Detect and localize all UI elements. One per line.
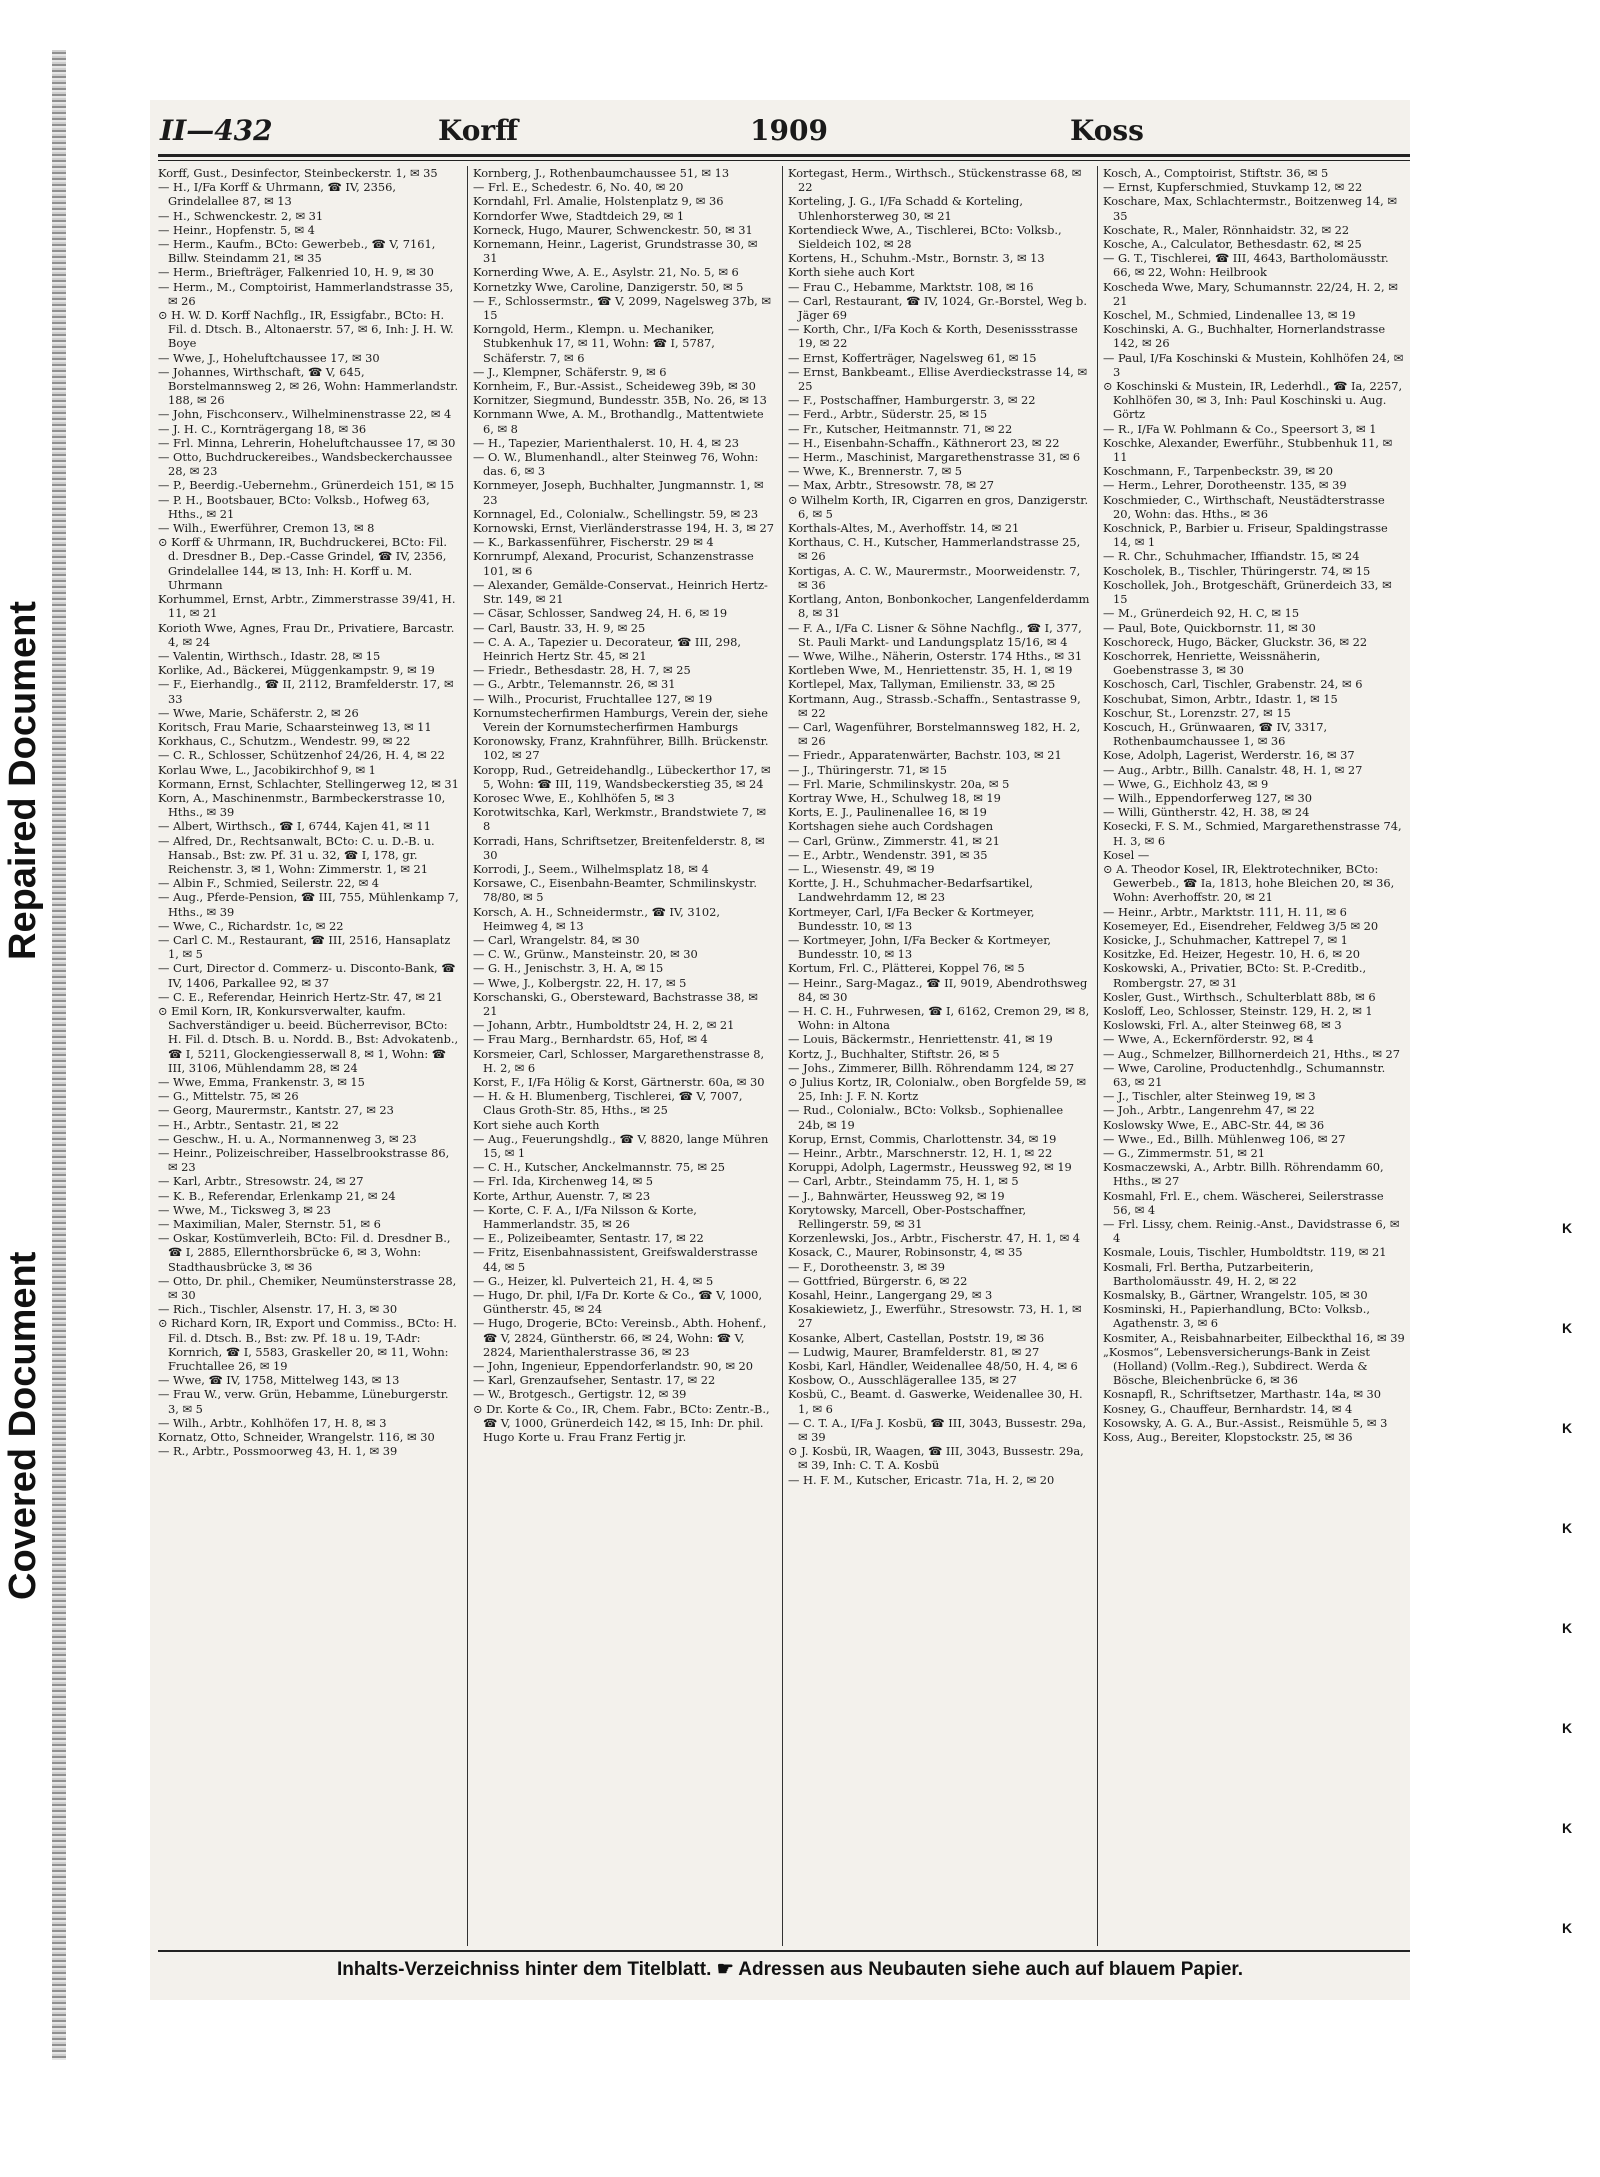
- margin-mark: K: [1562, 1220, 1573, 1236]
- directory-entry: — G., Arbtr., Telemannstr. 26, ✉ 31: [473, 677, 676, 692]
- directory-entry: — Frl. Marie, Schmilinskystr. 20a, ✉ 5: [788, 776, 1010, 791]
- directory-entry: — Otto, Buchdruckereibes., Wandsbeckerchaussee 28, ✉ 23: [158, 450, 453, 479]
- directory-entry: — R., Arbtr., Possmoorweg 43, H. 1, ✉ 39: [158, 1444, 398, 1459]
- directory-entry: Kort siehe auch Korth: [473, 1117, 600, 1132]
- directory-entry: Koschare, Max, Schlachtermstr., Boitzenweg 14, ✉ 35: [1103, 194, 1397, 223]
- directory-entry: Kosminski, H., Papierhandlung, BCto: Volksb., Agathenstr. 3, ✉ 6: [1103, 1302, 1370, 1331]
- column-divider: [467, 166, 468, 1946]
- footer-rule: [158, 1950, 1410, 1952]
- directory-entry: — Max, Arbtr., Stresowstr. 78, ✉ 27: [788, 478, 994, 493]
- directory-entry: — Ferd., Arbtr., Süderstr. 25, ✉ 15: [788, 407, 988, 422]
- directory-entry: — F., Eierhandlg., ☎ II, 2112, Bramfelderstr. 17, ✉ 33: [158, 677, 454, 706]
- directory-entry: — Aug., Feuerungshdlg., ☎ V, 8820, lange Mühren 15, ✉ 1: [473, 1131, 769, 1161]
- directory-entry: — E., Polizeibeamter, Sentastr. 17, ✉ 22: [473, 1231, 704, 1246]
- directory-entry: — Ludwig, Maurer, Bramfelderstr. 81, ✉ 27: [788, 1344, 1040, 1359]
- directory-entry: — Herm., Lehrer, Dorotheenstr. 135, ✉ 39: [1103, 478, 1347, 493]
- directory-entry: Korth siehe auch Kort: [788, 265, 915, 280]
- directory-entry: — C. R., Schlosser, Schützenhof 24/26, H. 4, ✉ 22: [158, 748, 445, 763]
- directory-entry: Korrodi, J., Seem., Wilhelmsplatz 18, ✉ 4: [473, 861, 709, 876]
- directory-entry: — Aug., Pferde-Pension, ☎ III, 755, Mühlenkamp 7, Hths., ✉ 39: [158, 890, 459, 919]
- directory-entry: Kosowsky, A. G. A., Bur.-Assist., Reismühle 5, ✉ 3: [1103, 1415, 1388, 1430]
- directory-entry: — Fritz, Eisenbahnassistent, Greifswalderstrasse 44, ✉ 5: [473, 1245, 758, 1274]
- directory-entry: — Karl, Grenzaufseher, Sentastr. 17, ✉ 22: [473, 1373, 716, 1388]
- directory-entry: — H., I/Fa Korff & Uhrmann, ☎ IV, 2356, Grindelallee 87, ✉ 13: [158, 180, 396, 209]
- directory-entry: Korhummel, Ernst, Arbtr., Zimmerstrasse 39/41, H. 11, ✉ 21: [158, 592, 456, 621]
- directory-entry: — Wwe, Caroline, Productenhdlg., Schumannstr. 63, ✉ 21: [1103, 1060, 1386, 1089]
- directory-entry: — F., Postschaffner, Hamburgerstr. 3, ✉ 22: [788, 393, 1036, 408]
- directory-entry: Kornberg, J., Rothenbaumchaussee 51, ✉ 13: [473, 166, 730, 180]
- directory-entry: Korzenlewski, Jos., Arbtr., Fischerstr. 47, H. 1, ✉ 4: [788, 1231, 1081, 1246]
- directory-entry: Kornnagel, Ed., Colonialw., Schellingstr. 59, ✉ 23: [473, 506, 759, 521]
- directory-entry: — C. E., Referendar, Heinrich Hertz-Str. 47, ✉ 21: [158, 989, 443, 1004]
- directory-entry: Kosmale, Louis, Tischler, Humboldtstr. 119, ✉ 21: [1103, 1245, 1387, 1260]
- directory-entry: — H., Eisenbahn-Schaffn., Käthnerort 23, ✉ 22: [788, 435, 1060, 450]
- directory-entry: Kortshagen siehe auch Cordshagen: [788, 819, 994, 834]
- directory-entry: — Heinr., Hopfenstr. 5, ✉ 4: [158, 222, 315, 237]
- directory-entry: Kortray Wwe, H., Schulweg 18, ✉ 19: [788, 790, 1001, 805]
- directory-entry: Kormann, Ernst, Schlachter, Stellingerweg 12, ✉ 31: [158, 776, 459, 791]
- directory-entry: Koscholek, B., Tischler, Thüringerstr. 74, ✉ 15: [1103, 563, 1371, 578]
- directory-entry: Korndahl, Frl. Amalie, Holstenplatz 9, ✉ 36: [473, 194, 724, 209]
- directory-entry: — Frau W., verw. Grün, Hebamme, Lüneburgerstr. 3, ✉ 5: [158, 1387, 449, 1416]
- directory-entry: — Wwe, M., Ticksweg 3, ✉ 23: [158, 1202, 331, 1217]
- directory-entry: Korup, Ernst, Commis, Charlottenstr. 34, ✉ 19: [788, 1131, 1057, 1146]
- directory-entry: — J. H. C., Kornträgergang 18, ✉ 36: [158, 421, 367, 436]
- directory-entry: — F., Schlossermstr., ☎ V, 2099, Nagelsweg 37b, ✉ 15: [473, 293, 771, 323]
- directory-entry: — J., Bahnwärter, Heussweg 92, ✉ 19: [788, 1188, 1005, 1203]
- directory-entry: — Korth, Chr., I/Fa Koch & Korth, Desenissstrasse 19, ✉ 22: [788, 322, 1078, 351]
- directory-entry: — Wwe, J., Hoheluftchaussee 17, ✉ 30: [158, 350, 380, 365]
- directory-entry: Korschanski, G., Obersteward, Bachstrasse 38, ✉ 21: [473, 989, 758, 1018]
- directory-entry: ⊙ Wilhelm Korth, IR, Cigarren en gros, Danzigerstr. 6, ✉ 5: [788, 492, 1089, 521]
- directory-entry: Kortigas, A. C. W., Maurermstr., Moorweidenstr. 7, ✉ 36: [788, 563, 1081, 592]
- side-stamp-upper: Repaired Document: [2, 601, 44, 960]
- directory-entry: Kornerding Wwe, A. E., Asylstr. 21, No. 5, ✉ 6: [473, 265, 739, 280]
- directory-entry: — G., Mittelstr. 75, ✉ 26: [158, 1089, 299, 1104]
- directory-entry: Kortz, J., Buchhalter, Stiftstr. 26, ✉ 5: [788, 1046, 1000, 1061]
- directory-entry: Koschmann, F., Tarpenbeckstr. 39, ✉ 20: [1103, 464, 1334, 479]
- directory-entry: Kortens, H., Schuhm.-Mstr., Bornstr. 3, ✉ 13: [788, 251, 1045, 266]
- directory-entry: — Kortmeyer, John, I/Fa Becker & Kortmeyer, Bundesstr. 10, ✉ 13: [788, 932, 1052, 962]
- directory-entry: — Frau C., Hebamme, Marktstr. 108, ✉ 16: [788, 279, 1034, 294]
- directory-entry: ⊙ Koschinski & Mustein, IR, Lederhdl., ☎ Ia, 2257, Kohlhöfen 30, ✉ 3, Inh: Paul Koschinski u. Aug. Görtz: [1103, 379, 1403, 422]
- directory-entry: Kose, Adolph, Lagerist, Werderstr. 16, ✉ 37: [1103, 748, 1355, 763]
- directory-entry: — H. F. M., Kutscher, Ericastr. 71a, H. 2, ✉ 20: [788, 1472, 1055, 1487]
- directory-entry: Korosec Wwe, E., Kohlhöfen 5, ✉ 3: [473, 790, 675, 805]
- directory-entry: Korradi, Hans, Schriftsetzer, Breitenfelderstr. 8, ✉ 30: [473, 833, 765, 862]
- directory-entry: Korkhaus, C., Schutzm., Wendestr. 99, ✉ 22: [158, 734, 411, 749]
- directory-entry: — Louis, Bäckermstr., Henriettenstr. 41, ✉ 19: [788, 1032, 1053, 1047]
- directory-entry: — C. H., Kutscher, Anckelmannstr. 75, ✉ 25: [473, 1160, 726, 1175]
- directory-entry: Kornatz, Otto, Schneider, Wrangelstr. 116, ✉ 30: [158, 1430, 435, 1445]
- directory-entry: Koschel, M., Schmied, Lindenallee 13, ✉ 19: [1103, 308, 1356, 323]
- scan-binding-edge: [52, 50, 66, 2060]
- directory-entry: Kosicke, J., Schuhmacher, Kattrepel 7, ✉ 1: [1103, 932, 1348, 947]
- directory-entry: — Wwe, A., Eckernförderstr. 92, ✉ 4: [1103, 1032, 1314, 1047]
- directory-entry: — Hugo, Drogerie, BCto: Vereinsb., Abth. Hohenf., ☎ V, 2824, Güntherstr. 66, ✉ 24, Wohn: ☎ V, 2824, Marienthalerstrasse 36, ✉ 23: [473, 1316, 767, 1359]
- directory-entry: — Frl. E., Schedestr. 6, No. 40, ✉ 20: [473, 180, 684, 195]
- directory-entry: Kortlepel, Max, Tallyman, Emilienstr. 33, ✉ 25: [788, 677, 1056, 692]
- header-rule-thin: [158, 160, 1410, 161]
- directory-entry: Koschosch, Carl, Tischler, Grabenstr. 24, ✉ 6: [1103, 677, 1363, 692]
- directory-entry: Koschke, Alexander, Ewerführ., Stubbenhuk 11, ✉ 11: [1103, 435, 1393, 465]
- directory-entry: — Albin F., Schmied, Seilerstr. 22, ✉ 4: [158, 876, 380, 891]
- directory-entry: — Heinr., Arbtr., Marschnerstr. 12, H. 1, ✉ 22: [788, 1146, 1053, 1161]
- directory-entry: Kosnapfl, R., Schriftsetzer, Marthastr. 14a, ✉ 30: [1103, 1387, 1381, 1402]
- directory-entry: — M., Grünerdeich 92, H. C, ✉ 15: [1103, 606, 1300, 621]
- directory-entry: Koschur, St., Lorenzstr. 27, ✉ 15: [1103, 705, 1291, 720]
- directory-entry: Kornitzer, Siegmund, Bundesstr. 35B, No. 26, ✉ 13: [473, 393, 767, 408]
- directory-entry: Korsch, A. H., Schneidermstr., ☎ IV, 3102, Heimweg 4, ✉ 13: [473, 904, 720, 933]
- margin-mark: K: [1562, 1920, 1573, 1936]
- directory-entry: ⊙ Dr. Korte & Co., IR, Chem. Fabr., BCto: Zentr.-B., ☎ V, 1000, Grünerdeich 142, ✉ 15, Inh: Dr. phil. Hugo Korte u. Frau Franz Fertig jr.: [473, 1401, 770, 1445]
- directory-entry: — Carl, Baustr. 33, H. 9, ✉ 25: [473, 620, 646, 635]
- directory-entry: — G., Zimmermstr. 51, ✉ 21: [1103, 1146, 1265, 1161]
- directory-entry: Kornowski, Ernst, Vierländerstrasse 194, H. 3, ✉ 27: [473, 521, 774, 536]
- directory-entry: Koschate, R., Maler, Rönnhaidstr. 32, ✉ 22: [1103, 222, 1350, 237]
- directory-entry: Korst, F., I/Fa Hölig & Korst, Gärtnerstr. 60a, ✉ 30: [473, 1075, 765, 1089]
- directory-entry: Kornemann, Heinr., Lagerist, Grundstrasse 30, ✉ 31: [473, 237, 758, 266]
- directory-entry: — H. C. H., Fuhrwesen, ☎ I, 6162, Cremon 29, ✉ 8, Wohn: in Altona: [788, 1003, 1090, 1033]
- directory-entry: ⊙ Korff & Uhrmann, IR, Buchdruckerei, BCto: Fil. d. Dresdner B., Dep.-Casse Grindel, ☎ IV, 2356, Grindelallee 144, ✉ 13, Inh: H. Korff u. M. Uhrmann: [158, 535, 447, 592]
- margin-mark: K: [1562, 1620, 1573, 1636]
- directory-entry: — Frau Marg., Bernhardstr. 65, Hof, ✉ 4: [473, 1032, 708, 1047]
- directory-entry: — Friedr., Bethesdastr. 28, H. 7, ✉ 25: [473, 663, 691, 678]
- directory-entry: Kosmalsky, B., Gärtner, Wrangelstr. 105, ✉ 30: [1103, 1288, 1368, 1303]
- directory-entry: ⊙ Richard Korn, IR, Export und Commiss., BCto: H. Fil. d. Dtsch. B., Bst: zw. Pf. 18 u. 19, T-Adr: Kornrich, ☎ I, 5583, Graskeller 20, ✉ 11, Wohn: Fruchtallee 26, ✉ 19: [158, 1316, 457, 1374]
- directory-entry: Kosney, G., Chauffeur, Bernhardstr. 14, ✉ 4: [1103, 1401, 1353, 1416]
- directory-entry: — G. H., Jenischstr. 3, H. A, ✉ 15: [473, 961, 664, 976]
- directory-entry: Koropp, Rud., Getreidehandlg., Lübeckerthor 17, ✉ 5, Wohn: ☎ III, 119, Wandsbeckerstieg 35, ✉ 24: [473, 762, 771, 791]
- directory-entry: Korsawe, C., Eisenbahn-Beamter, Schmilinskystr. 78/80, ✉ 5: [473, 876, 757, 905]
- directory-entry: — H., Arbtr., Sentastr. 21, ✉ 22: [158, 1117, 339, 1132]
- margin-mark: K: [1562, 1320, 1573, 1336]
- page-footer: Inhalts-Verzeichniss hinter dem Titelblatt. ☛ Adressen aus Neubauten siehe auch auf blauem Papier.: [336, 1959, 1244, 1980]
- directory-column-2: [473, 166, 775, 1946]
- directory-entry: — R. Chr., Schuhmacher, Iffiandstr. 15, ✉ 24: [1103, 549, 1360, 564]
- column-divider: [1097, 166, 1098, 1946]
- directory-entry: — J., Thüringerstr. 71, ✉ 15: [788, 762, 947, 777]
- directory-entry: ⊙ Julius Kortz, IR, Colonialw., oben Borgfelde 59, ✉ 25, Inh: J. F. N. Kortz: [788, 1075, 1086, 1104]
- directory-entry: Korthaus, C. H., Kutscher, Hammerlandstrasse 25, ✉ 26: [788, 535, 1081, 564]
- directory-entry: Korndorfer Wwe, Stadtdeich 29, ✉ 1: [473, 208, 685, 223]
- directory-entry: — Alexander, Gemälde-Conservat., Heinrich Hertz-Str. 149, ✉ 21: [473, 577, 768, 607]
- directory-entry: — Herm., Kaufm., BCto: Gewerbeb., ☎ V, 7161, Billw. Steindamm 21, ✉ 35: [158, 237, 436, 266]
- directory-entry: — G. T., Tischlerei, ☎ III, 4643, Bartholomäusstr. 66, ✉ 22, Wohn: Heilbrook: [1103, 251, 1389, 280]
- page-header: [150, 114, 1410, 158]
- directory-entry: ⊙ Emil Korn, IR, Konkursverwalter, kaufm. Sachverständiger u. beeid. Bücherrevisor, BCto: H. Fil. d. Dtsch. B. u. Nordd. B., Bst: Advokatenb., ☎ I, 5211, Glockengiesserwall 8, ✉ 1, Wohn: ☎ III, 3106, Mühlendamm 28, ✉ 24: [158, 1003, 459, 1075]
- margin-mark: K: [1562, 1420, 1573, 1436]
- directory-entry: — John, Ingenieur, Eppendorferlandstr. 90, ✉ 20: [473, 1359, 753, 1374]
- directory-entry: — Carl C. M., Restaurant, ☎ III, 2516, Hansaplatz 1, ✉ 5: [158, 932, 451, 962]
- directory-entry: — J., Tischler, alter Steinweg 19, ✉ 3: [1103, 1089, 1316, 1104]
- directory-entry: Koschmieder, C., Wirthschaft, Neustädterstrasse 20, Wohn: das. Hths., ✉ 36: [1103, 492, 1385, 521]
- directory-entry: — H., Schwenckestr. 2, ✉ 31: [158, 208, 324, 223]
- directory-entry: — Wwe, Marie, Schäferstr. 2, ✉ 26: [158, 705, 359, 720]
- header-rule-thick: [158, 154, 1410, 157]
- directory-columns: [158, 166, 1410, 1946]
- directory-column-3: [788, 166, 1090, 1946]
- directory-entry: — H. & H. Blumenberg, Tischlerei, ☎ V, 7007, Claus Groth-Str. 85, Hths., ✉ 25: [473, 1089, 743, 1118]
- directory-entry: — Wwe., Ed., Billh. Mühlenweg 106, ✉ 27: [1103, 1131, 1346, 1146]
- directory-entry: Kosack, C., Maurer, Robinsonstr, 4, ✉ 35: [788, 1245, 1023, 1260]
- margin-mark: K: [1562, 1820, 1573, 1836]
- directory-entry: — F. A., I/Fa C. Lisner & Söhne Nachflg., ☎ I, 377, St. Pauli Markt- und Landungsplatz 15/16, ✉ 4: [788, 620, 1082, 649]
- directory-entry: Koskowski, A., Privatier, BCto: St. P.-Creditb., Rombergstr. 27, ✉ 31: [1103, 961, 1367, 990]
- margin-mark: K: [1562, 1720, 1573, 1736]
- directory-entry: Kornetzky Wwe, Caroline, Danzigerstr. 50, ✉ 5: [473, 279, 744, 294]
- directory-entry: — Frl. Minna, Lehrerin, Hoheluftchaussee 17, ✉ 30: [158, 435, 456, 450]
- directory-entry: — P. H., Bootsbauer, BCto: Volksb., Hofweg 63, Hths., ✉ 21: [158, 492, 430, 521]
- directory-entry: Korioth Wwe, Agnes, Frau Dr., Privatiere, Barcastr. 4, ✉ 24: [158, 620, 455, 649]
- directory-entry: Kosmaczewski, A., Arbtr. Billh. Röhrendamm 60, Hths., ✉ 27: [1103, 1160, 1384, 1189]
- directory-entry: — Maximilian, Maler, Sternstr. 51, ✉ 6: [158, 1217, 381, 1232]
- directory-entry: Kortendieck Wwe, A., Tischlerei, BCto: Volksb., Sieldeich 102, ✉ 28: [788, 222, 1062, 252]
- directory-entry: ⊙ J. Kosbü, IR, Waagen, ☎ III, 3043, Bussestr. 29a, ✉ 39, Inh: C. T. A. Kosbü: [788, 1444, 1084, 1473]
- directory-entry: — Alfred, Dr., Rechtsanwalt, BCto: C. u. D.-B. u. Hansab., Bst: zw. Pf. 31 u. 32, ☎ I, 178, gr. Reichenstr. 3, ✉ 1, Wohn: Zimmerstr. 1, ✉ 21: [158, 833, 435, 876]
- directory-entry: Koruppi, Adolph, Lagermstr., Heussweg 92, ✉ 19: [788, 1160, 1072, 1175]
- directory-page: [150, 100, 1410, 2000]
- header-keyword-right: Koss: [1070, 114, 1144, 147]
- directory-entry: — Valentin, Wirthsch., Idastr. 28, ✉ 15: [158, 648, 381, 663]
- directory-entry: — Fr., Kutscher, Heitmannstr. 71, ✉ 22: [788, 421, 1013, 436]
- directory-entry: Kornmann Wwe, A. M., Brothandlg., Mattentwiete 6, ✉ 8: [473, 407, 764, 436]
- directory-entry: — Geschw., H. u. A., Normannenweg 3, ✉ 23: [158, 1131, 417, 1146]
- directory-entry: Kosbü, C., Beamt. d. Gaswerke, Weidenallee 30, H. 1, ✉ 6: [788, 1387, 1083, 1416]
- directory-entry: — C. A. A., Tapezier u. Decorateur, ☎ III, 298, Heinrich Hertz Str. 45, ✉ 21: [473, 634, 742, 663]
- header-keyword-left: Korff: [438, 114, 519, 147]
- directory-entry: — G., Heizer, kl. Pulverteich 21, H. 4, ✉ 5: [473, 1273, 714, 1288]
- directory-entry: Kositzke, Ed. Heizer, Hegestr. 10, H. 6, ✉ 20: [1103, 947, 1360, 962]
- directory-entry: Kosmahl, Frl. E., chem. Wäscherei, Seilerstrasse 56, ✉ 4: [1103, 1188, 1384, 1217]
- directory-entry: — Frl. Lissy, chem. Reinig.-Anst., Davidstrasse 6, ✉ 4: [1103, 1217, 1400, 1246]
- directory-entry: — Ernst, Bankbeamt., Ellise Averdieckstrasse 14, ✉ 25: [788, 364, 1088, 394]
- directory-entry: — F., Dorotheenstr. 3, ✉ 39: [788, 1259, 946, 1274]
- directory-entry: — W., Brotgesch., Gertigstr. 12, ✉ 39: [473, 1387, 687, 1402]
- directory-entry: — P., Beerdig.-Uebernehm., Grünerdeich 151, ✉ 15: [158, 478, 455, 493]
- directory-entry: ⊙ A. Theodor Kosel, IR, Elektrotechniker, BCto: Gewerbeb., ☎ Ia, 1813, hohe Bleichen 20, ✉ 36, Wohn: Averhoffstr. 20, ✉ 21: [1103, 861, 1395, 905]
- directory-entry: — J., Klempner, Schäferstr. 9, ✉ 6: [473, 364, 667, 379]
- directory-entry: Kortlang, Anton, Bonbonkocher, Langenfelderdamm 8, ✉ 31: [788, 592, 1090, 621]
- directory-entry: — C. W., Grünw., Mansteinstr. 20, ✉ 30: [473, 947, 698, 962]
- directory-entry: — Johann, Arbtr., Humboldtstr 24, H. 2, ✉ 21: [473, 1018, 735, 1033]
- column-divider: [782, 166, 783, 1946]
- right-margin-marks: [1562, 1220, 1592, 2040]
- directory-entry: — Heinr., Polizeischreiber, Hasselbrookstrasse 86, ✉ 23: [158, 1146, 450, 1175]
- directory-entry: Kosemeyer, Ed., Eisendreher, Feldweg 3/5 ✉ 20: [1103, 918, 1379, 933]
- directory-entry: Kosbi, Karl, Händler, Weidenallee 48/50, H. 4, ✉ 6: [788, 1359, 1078, 1374]
- directory-entry: Kosahl, Heinr., Langergang 29, ✉ 3: [788, 1288, 993, 1303]
- directory-entry: — Wwe, G., Eichholz 43, ✉ 9: [1103, 776, 1269, 791]
- directory-entry: — Friedr., Apparatenwärter, Bachstr. 103, ✉ 21: [788, 748, 1062, 763]
- directory-entry: — Willi, Güntherstr. 42, H. 38, ✉ 24: [1103, 805, 1310, 820]
- directory-entry: Koritsch, Frau Marie, Schaarsteinweg 13, ✉ 11: [158, 719, 432, 734]
- directory-entry: Kornrumpf, Alexand, Procurist, Schanzenstrasse 101, ✉ 6: [473, 549, 754, 578]
- directory-entry: — Carl, Wrangelstr. 84, ✉ 30: [473, 932, 640, 947]
- directory-entry: Korteling, J. G., I/Fa Schadd & Korteling, Uhlenhorsterweg 30, ✉ 21: [788, 194, 1023, 223]
- header-year: 1909: [750, 114, 828, 147]
- directory-entry: — Herm., Briefträger, Falkenried 10, H. 9, ✉ 30: [158, 265, 434, 280]
- directory-entry: Kortmeyer, Carl, I/Fa Becker & Kortmeyer, Bundesstr. 10, ✉ 13: [788, 904, 1035, 933]
- directory-entry: Kornumstecherfirmen Hamburgs, Verein der, siehe Verein der Kornumstecherfirmen Hamburgs: [473, 705, 769, 734]
- directory-entry: — Rich., Tischler, Alsenstr. 17, H. 3, ✉ 30: [158, 1302, 398, 1317]
- directory-entry: — Johs., Zimmerer, Billh. Röhrendamm 124, ✉ 27: [788, 1060, 1075, 1075]
- directory-entry: — Ernst, Kofferträger, Nagelsweg 61, ✉ 15: [788, 350, 1037, 365]
- directory-entry: Koronowsky, Franz, Krahnführer, Billh. Brückenstr. 102, ✉ 27: [473, 734, 769, 763]
- directory-entry: — Carl, Arbtr., Steindamm 75, H. 1, ✉ 5: [788, 1174, 1019, 1189]
- directory-entry: — Cäsar, Schlosser, Sandweg 24, H. 6, ✉ 19: [473, 606, 728, 621]
- directory-entry: Korlau Wwe, L., Jacobikirchhof 9, ✉ 1: [158, 762, 376, 777]
- directory-entry: — K. B., Referendar, Erlenkamp 21, ✉ 24: [158, 1188, 396, 1203]
- directory-entry: Kosche, A., Calculator, Bethesdastr. 62, ✉ 25: [1103, 237, 1362, 252]
- directory-column-1: [158, 166, 460, 1946]
- directory-entry: — Rud., Colonialw., BCto: Volksb., Sophienallee 24b, ✉ 19: [788, 1103, 1064, 1132]
- directory-entry: — Wilh., Eppendorferweg 127, ✉ 30: [1103, 790, 1313, 805]
- directory-entry: Kosmali, Frl. Bertha, Putzarbeiterin, Bartholomäusstr. 49, H. 2, ✉ 22: [1103, 1259, 1314, 1288]
- directory-entry: Kornmeyer, Joseph, Buchhalter, Jungmannstr. 1, ✉ 23: [473, 478, 764, 507]
- directory-entry: Kosmiter, A., Reisbahnarbeiter, Eilbeckthal 16, ✉ 39: [1103, 1330, 1405, 1345]
- directory-entry: — Wilh., Procurist, Fruchtallee 127, ✉ 19: [473, 691, 713, 706]
- directory-entry: Korthals-Altes, M., Averhoffstr. 14, ✉ 21: [788, 521, 1020, 536]
- directory-entry: — C. T. A., I/Fa J. Kosbü, ☎ III, 3043, Bussestr. 29a, ✉ 39: [788, 1415, 1087, 1445]
- directory-entry: — Wwe, ☎ IV, 1758, Mittelweg 143, ✉ 13: [158, 1373, 400, 1388]
- directory-entry: Kortleben Wwe, M., Henriettenstr. 35, H. 1, ✉ 19: [788, 663, 1073, 678]
- directory-entry: ⊙ H. W. D. Korff Nachflg., IR, Essigfabr., BCto: H. Fil. d. Dtsch. B., Altonaerstr. 57, ✉ 6, Inh: J. H. W. Boye: [158, 308, 454, 351]
- directory-entry: Kosel —: [1103, 847, 1150, 862]
- directory-entry: Kortum, Frl. C., Plätterei, Koppel 76, ✉ 5: [788, 961, 1025, 976]
- directory-entry: — H., Tapezier, Marienthalerst. 10, H. 4, ✉ 23: [473, 435, 740, 450]
- directory-entry: — Oskar, Kostümverleih, BCto: Fil. d. Dresdner B., ☎ I, 2885, Ellernthorsbrücke 6, ✉ 3, Wohn: Stadthausbrücke 3, ✉ 36: [158, 1231, 451, 1274]
- directory-entry: — Paul, I/Fa Koschinski & Mustein, Kohlhöfen 24, ✉ 3: [1103, 350, 1404, 379]
- directory-entry: — Carl, Restaurant, ☎ IV, 1024, Gr.-Borstel, Weg b. Jäger 69: [788, 293, 1087, 323]
- directory-entry: — L., Wiesenstr. 49, ✉ 19: [788, 861, 935, 876]
- directory-entry: Korte, Arthur, Auenstr. 7, ✉ 23: [473, 1188, 651, 1203]
- directory-entry: — Wilh., Arbtr., Kohlhöfen 17, H. 8, ✉ 3: [158, 1415, 387, 1430]
- directory-entry: — Frl. Ida, Kirchenweg 14, ✉ 5: [473, 1174, 654, 1189]
- directory-entry: Koschollek, Joh., Brotgeschäft, Grünerdeich 33, ✉ 15: [1103, 577, 1392, 607]
- directory-entry: — Otto, Dr. phil., Chemiker, Neumünsterstrasse 28, ✉ 30: [158, 1273, 457, 1303]
- directory-entry: Koslowski, Frl. A., alter Steinweg 68, ✉ 3: [1103, 1018, 1342, 1033]
- directory-entry: Kosbow, O., Ausschlägerallee 135, ✉ 27: [788, 1373, 1017, 1388]
- directory-entry: Koscuch, H., Grünwaaren, ☎ IV, 3317, Rothenbaumchaussee 1, ✉ 36: [1103, 719, 1328, 749]
- directory-entry: Koslowsky Wwe, E., ABC-Str. 44, ✉ 36: [1103, 1117, 1325, 1132]
- directory-entry: Korytowsky, Marcell, Ober-Postschaffner, Rellingerstr. 59, ✉ 31: [788, 1202, 1027, 1232]
- directory-entry: — Korte, C. F. A., I/Fa Nilsson & Korte, Hammerlandstr. 35, ✉ 26: [473, 1202, 697, 1232]
- directory-entry: Korff, Gust., Desinfector, Steinbeckerstr. 1, ✉ 35: [158, 166, 438, 180]
- directory-entry: Koss, Aug., Bereiter, Klopstockstr. 25, ✉ 36: [1103, 1430, 1353, 1445]
- directory-entry: — Gottfried, Bürgerstr. 6, ✉ 22: [788, 1273, 968, 1288]
- directory-entry: — Heinr., Arbtr., Marktstr. 111, H. 11, ✉ 6: [1103, 904, 1347, 919]
- directory-entry: Korsmeier, Carl, Schlosser, Margarethenstrasse 8, H. 2, ✉ 6: [473, 1046, 765, 1075]
- directory-entry: „Kosmos“, Lebensversicherungs-Bank in Zeist (Holland) (Vollm.-Reg.), Subdirect. Werda & Bösche, Bleichenbrücke 6, ✉ 36: [1103, 1344, 1370, 1388]
- directory-entry: Korlike, Ad., Bäckerei, Müggenkampstr. 9, ✉ 19: [158, 663, 435, 678]
- page-number: II—432: [160, 114, 273, 147]
- directory-entry: — Joh., Arbtr., Langenrehm 47, ✉ 22: [1103, 1103, 1315, 1118]
- directory-entry: Kosecki, F. S. M., Schmied, Margarethenstrasse 74, H. 3, ✉ 6: [1103, 819, 1402, 848]
- directory-entry: Kornheim, F., Bur.-Assist., Scheideweg 39b, ✉ 30: [473, 379, 756, 394]
- directory-entry: — Curt, Director d. Commerz- u. Disconto-Bank, ☎ IV, 1406, Parkallee 92, ✉ 37: [158, 961, 456, 990]
- directory-entry: Korts, E. J., Paulinenallee 16, ✉ 19: [788, 805, 987, 820]
- directory-entry: — O. W., Blumenhandl., alter Steinweg 76, Wohn: das. 6, ✉ 3: [473, 450, 759, 479]
- directory-entry: Korotwitschka, Karl, Werkmstr., Brandstwiete 7, ✉ 8: [473, 805, 766, 834]
- directory-entry: Koschubat, Simon, Arbtr., Idastr. 1, ✉ 15: [1103, 691, 1338, 706]
- side-stamp-lower: Covered Document: [2, 1251, 44, 1600]
- directory-entry: Korngold, Herm., Klempn. u. Mechaniker, Stubkenhuk 17, ✉ 11, Wohn: ☎ I, 5787, Schäferstr. 7, ✉ 6: [473, 322, 715, 365]
- directory-entry: — Karl, Arbtr., Stresowstr. 24, ✉ 27: [158, 1174, 364, 1189]
- directory-entry: Kosloff, Leo, Schlosser, Steinstr. 129, H. 2, ✉ 1: [1103, 1003, 1373, 1018]
- directory-entry: Kortte, J. H., Schuhmacher-Bedarfsartikel, Landwehrdamm 12, ✉ 23: [788, 876, 1033, 905]
- directory-entry: Kosch, A., Comptoirist, Stiftstr. 36, ✉ 5: [1103, 166, 1329, 180]
- directory-entry: — Ernst, Kupferschmied, Stuvkamp 12, ✉ 22: [1103, 180, 1363, 195]
- directory-column-4: [1103, 166, 1405, 1946]
- directory-entry: Koscheda Wwe, Mary, Schumannstr. 22/24, H. 2, ✉ 21: [1103, 279, 1398, 308]
- directory-entry: — Johannes, Wirthschaft, ☎ V, 645, Borstelmannsweg 2, ✉ 26, Wohn: Hammerlandstr. 188, ✉ 26: [158, 364, 459, 408]
- directory-entry: — Wilh., Ewerführer, Cremon 13, ✉ 8: [158, 521, 375, 536]
- directory-entry: — Wwe, J., Kolbergstr. 22, H. 17, ✉ 5: [473, 975, 687, 990]
- directory-entry: Koschnick, P., Barbier u. Friseur, Spaldingstrasse 14, ✉ 1: [1103, 521, 1388, 550]
- directory-entry: Koschinski, A. G., Buchhalter, Hornerlandstrasse 142, ✉ 26: [1103, 322, 1386, 351]
- directory-entry: — Aug., Arbtr., Billh. Canalstr. 48, H. 1, ✉ 27: [1103, 762, 1363, 777]
- directory-entry: Koschoreck, Hugo, Bäcker, Gluckstr. 36, ✉ 22: [1103, 634, 1368, 649]
- directory-entry: — Hugo, Dr. phil, I/Fa Dr. Korte & Co., ☎ V, 1000, Güntherstr. 45, ✉ 24: [473, 1288, 763, 1317]
- directory-entry: Kosanke, Albert, Castellan, Poststr. 19, ✉ 36: [788, 1330, 1045, 1345]
- directory-entry: — Herm., M., Comptoirist, Hammerlandstrasse 35, ✉ 26: [158, 279, 454, 308]
- directory-entry: — Carl, Grünw., Zimmerstr. 41, ✉ 21: [788, 833, 1000, 848]
- directory-entry: Korneck, Hugo, Maurer, Schwenckestr. 50, ✉ 31: [473, 222, 753, 237]
- directory-entry: — Georg, Maurermstr., Kantstr. 27, ✉ 23: [158, 1103, 394, 1118]
- directory-entry: — R., I/Fa W. Pohlmann & Co., Speersort 3, ✉ 1: [1103, 421, 1377, 436]
- directory-entry: — Heinr., Sarg-Magaz., ☎ II, 9019, Abendrothsweg 84, ✉ 30: [788, 975, 1088, 1004]
- directory-entry: — Wwe, Wilhe., Näherin, Osterstr. 174 Hths., ✉ 31: [788, 648, 1083, 663]
- directory-entry: — John, Fischconserv., Wilhelminenstrasse 22, ✉ 4: [158, 407, 452, 422]
- directory-entry: — Aug., Schmelzer, Billhornerdeich 21, Hths., ✉ 27: [1103, 1046, 1401, 1061]
- side-stamp: [0, 0, 48, 1600]
- directory-entry: — Wwe, Emma, Frankenstr. 3, ✉ 15: [158, 1075, 365, 1089]
- directory-entry: — Carl, Wagenführer, Borstelmannsweg 182, H. 2, ✉ 26: [788, 719, 1081, 749]
- directory-entry: — Herm., Maschinist, Margarethenstrasse 31, ✉ 6: [788, 450, 1081, 465]
- directory-entry: — K., Barkassenführer, Fischerstr. 29 ✉ 4: [473, 535, 714, 550]
- directory-entry: — Albert, Wirthsch., ☎ I, 6744, Kajen 41, ✉ 11: [158, 819, 431, 834]
- directory-entry: — Wwe, C., Richardstr. 1c, ✉ 22: [158, 918, 344, 933]
- margin-mark: K: [1562, 1520, 1573, 1536]
- directory-entry: Koschorrek, Henriette, Weissnäherin, Goebenstrasse 3, ✉ 30: [1103, 648, 1321, 678]
- directory-entry: Korn, A., Maschinenmstr., Barmbeckerstrasse 10, Hths., ✉ 39: [158, 790, 446, 820]
- directory-entry: Kortegast, Herm., Wirthsch., Stückenstrasse 68, ✉ 22: [788, 166, 1082, 195]
- directory-entry: Kortmann, Aug., Strassb.-Schaffn., Sentastrasse 9, ✉ 22: [788, 691, 1081, 720]
- directory-entry: Kosler, Gust., Wirthsch., Schulterblatt 88b, ✉ 6: [1103, 989, 1376, 1004]
- directory-entry: — E., Arbtr., Wendenstr. 391, ✉ 35: [788, 847, 988, 862]
- directory-entry: — Paul, Bote, Quickbornstr. 11, ✉ 30: [1103, 620, 1316, 635]
- directory-entry: — Wwe, K., Brennerstr. 7, ✉ 5: [788, 464, 962, 479]
- directory-entry: Kosakiewietz, J., Ewerführ., Stresowstr. 73, H. 1, ✉ 27: [788, 1302, 1082, 1331]
